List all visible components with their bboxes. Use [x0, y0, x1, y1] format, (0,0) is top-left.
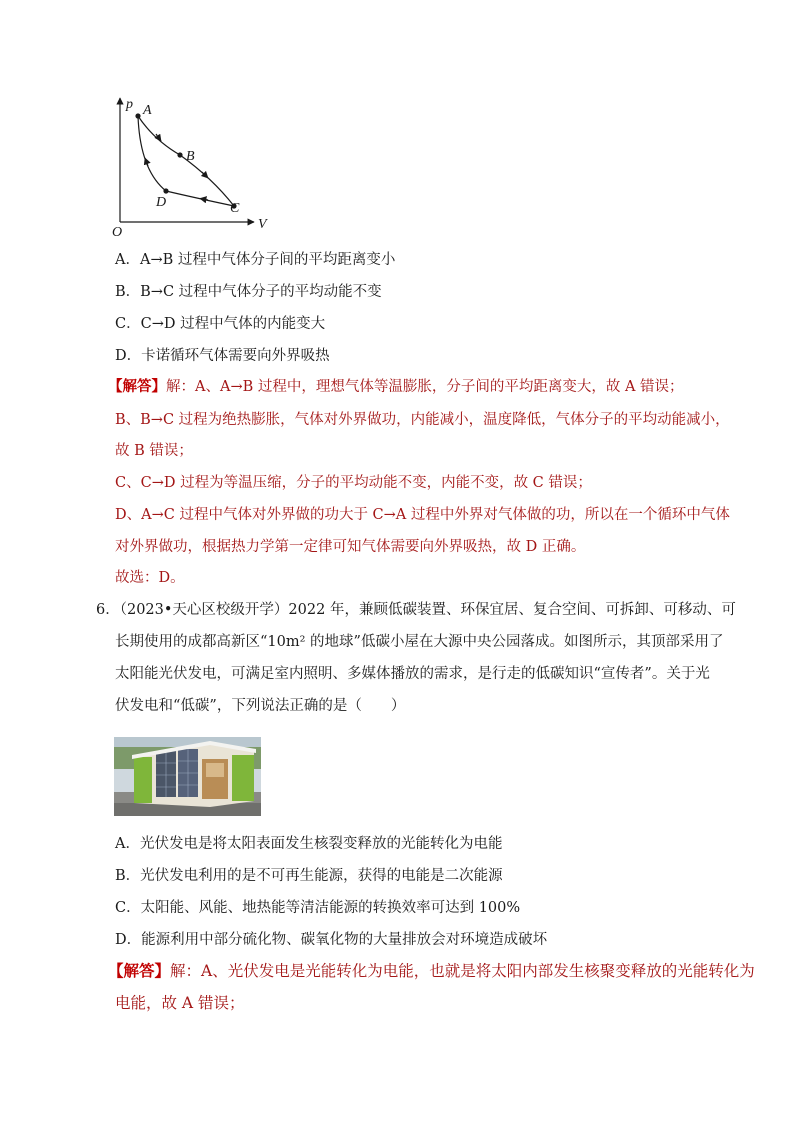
q6-stem-line-2: 长期使用的成都高新区“10m² 的地球”低碳小屋在大源中央公园落成。如图所示，其顶部采用了: [115, 634, 724, 650]
point-a: [135, 113, 140, 118]
point-b: [177, 152, 182, 157]
q6-answer-line-2: 电能，故 A 错误；: [115, 994, 245, 1012]
q5-answer-line-2: B、B→C 过程为绝热膨胀，气体对外界做功，内能减小，温度降低，气体分子的平均动能减小，: [115, 412, 730, 428]
q5-option-b: B．B→C 过程中气体分子的平均动能不变: [115, 284, 382, 300]
q6-answer-line-1: [108, 961, 755, 981]
q5-answer-line-1: [108, 377, 684, 397]
label-c: C: [230, 201, 240, 216]
q6-option-b: B．光伏发电利用的是不可再生能源，获得的电能是二次能源: [115, 868, 503, 884]
q6-answer-text-1: 解：A、光伏发电是光能转化为电能，也就是将太阳内部发生核聚变释放的光能转化为: [170, 962, 755, 980]
label-b: B: [186, 149, 195, 164]
q5-option-d: D．卡诺循环气体需要向外界吸热: [115, 348, 330, 364]
label-a: A: [143, 103, 152, 118]
q6-stem-line-1: 6．（2023•天心区校级开学）2022 年，兼顾低碳装置、环保宜居、复合空间、可拆卸、可移动、可: [96, 602, 736, 618]
q5-answer-line-5: D、A→C 过程中气体对外界做的功大于 C→A 过程中外界对气体做的功，所以在一个循环中气体: [115, 507, 730, 523]
p-axis-label: p: [126, 97, 133, 112]
q5-answer-tag: 【解答】: [108, 378, 166, 395]
q5-answer-line-4: C、C→D 过程为等温压缩，分子的平均动能不变，内能不变，故 C 错误；: [115, 475, 592, 491]
q5-option-c: C．C→D 过程中气体的内能变大: [115, 316, 326, 332]
q5-answer-text-1: 解：A、A→B 过程中，理想气体等温膨胀，分子间的平均距离变大，故 A 错误；: [166, 379, 684, 395]
q5-choice: 故选：D。: [115, 570, 185, 586]
q6-option-a: A．光伏发电是将太阳表面发生核裂变释放的光能转化为电能: [115, 836, 503, 852]
origin-label: O: [112, 225, 123, 240]
arrow-d-a: [145, 158, 148, 166]
v-axis-label: V: [258, 217, 267, 232]
curve-d-a: [138, 116, 166, 191]
q6-answer-tag: 【解答】: [108, 961, 171, 980]
curve-a-b: [138, 116, 180, 155]
q6-stem-line-3: 太阳能光伏发电，可满足室内照明、多媒体播放的需求，是行走的低碳知识“宣传者”。关于光: [115, 666, 710, 682]
point-d: [163, 188, 168, 193]
q5-answer-line-3: 故 B 错误；: [115, 443, 193, 459]
arrow-b-c: [202, 172, 208, 178]
q6-option-d: D．能源利用中部分硫化物、碳氧化物的大量排放会对环境造成破坏: [115, 932, 548, 948]
pv-diagram: [108, 94, 278, 240]
q5-option-a: A．A→B 过程中气体分子间的平均距离变小: [115, 252, 396, 268]
low-carbon-house-photo: [114, 737, 261, 816]
label-d: D: [156, 195, 167, 210]
arrow-c-d: [200, 199, 208, 201]
q5-answer-line-6: 对外界做功，根据热力学第一定律可知气体需要向外界吸热，故 D 正确。: [115, 539, 586, 555]
q6-stem-line-4: 伏发电和“低碳”，下列说法正确的是（ ）: [115, 698, 406, 714]
q6-option-c: C．太阳能、风能、地热能等清洁能源的转换效率可达到 100%: [115, 900, 521, 916]
